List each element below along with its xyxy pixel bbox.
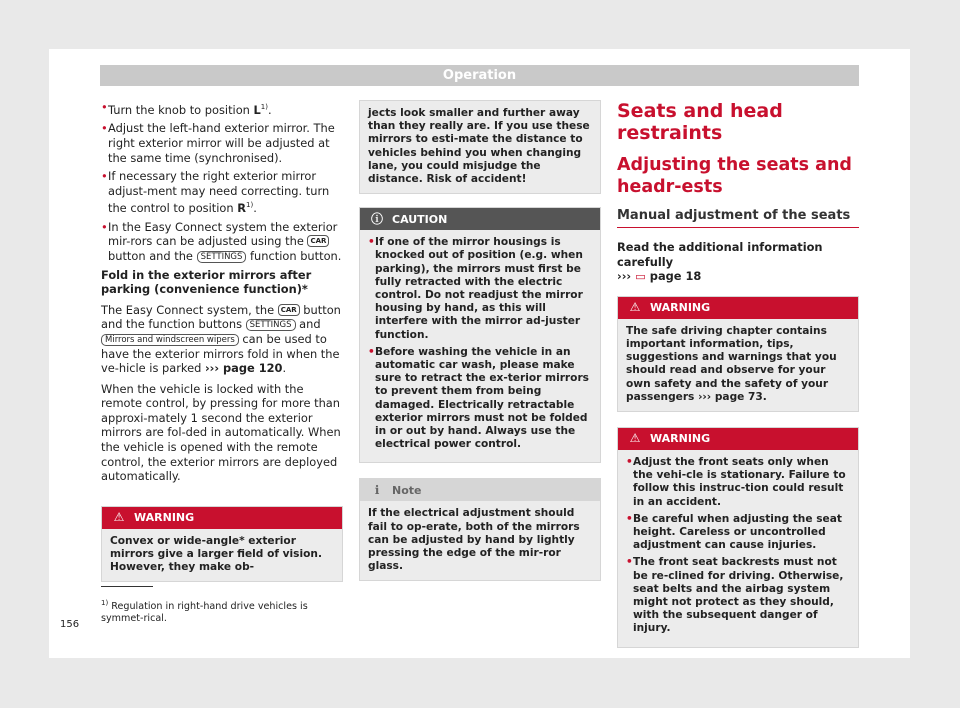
section-header: Operation <box>100 65 859 86</box>
info-icon: ℹ <box>374 482 380 497</box>
caution-circle-icon: ⓘ <box>370 211 383 226</box>
note-text: If the electrical adjustment should fail to op-erate, both of the mirrors can be adjusted by hand by lightly pressing the edge of the mir-ror glass. <box>368 507 580 573</box>
bullet-item: • Be careful when adjusting the seat height. Careless or uncontrolled adjustment can cause injuries. <box>626 512 842 552</box>
bullet-icon: • <box>101 121 108 136</box>
bullet-icon: • <box>368 236 375 249</box>
page-link[interactable]: ››› page 120 <box>204 361 283 376</box>
bullet-icon: • <box>101 100 108 114</box>
bullet-item: • In the Easy Connect system the exterior mir-rors can be adjusted using the CAR button and the SETTINGS function button. <box>101 219 342 263</box>
bullet-item: • If one of the mirror housings is knocked out of position (e.g. when parking), the mirrors must first be fully retracted with the electric control. Do not readjust the mirror housing by hand, as this will interfere with the mirror ad-juster function. <box>368 236 583 341</box>
warning-text: Convex or wide-angle* exterior mirrors give a larger field of vision. However, they make ob- <box>110 534 322 574</box>
warning-text: jects look smaller and further away than they really are. If you use these mirrors to esti-mate the distance to vehicles behind you when changing lane, you could misjudge the distance. Risk of accident! <box>368 107 590 186</box>
footnote-divider <box>101 586 153 587</box>
car-button-icon: CAR <box>278 304 300 316</box>
warning-header: ⚠ WARNING <box>618 297 858 319</box>
book-icon: ▭ <box>635 269 646 284</box>
subheading: Fold in the exterior mirrors after parking (convenience function)* <box>101 267 312 297</box>
warning-box <box>101 506 343 583</box>
read-info: Read the additional information carefully ››› ▭ page 18 <box>617 240 859 284</box>
note-box <box>359 478 601 581</box>
section-title: Adjusting the seats and headr-ests <box>617 155 852 197</box>
caution-header: ⓘ CAUTION <box>360 208 600 230</box>
footnote: $^{1)}$ Regulation in right-hand drive vehicles is symmet-rical. <box>101 599 308 625</box>
warning-triangle-icon: ⚠ <box>629 300 641 315</box>
note-header: ℹ Note <box>360 479 600 501</box>
car-button-icon: CAR <box>307 235 329 247</box>
paragraph: When the vehicle is locked with the remote control, by pressing for more than approxi-mately 1 second the exterior mirrors are fol-ded in automatically. When the vehicle is opened with the remote control, the exterior mirrors are deployed automatically. <box>101 381 341 484</box>
page-number: 156 <box>60 619 80 630</box>
bullet-icon: • <box>626 512 633 525</box>
footnote-ref[interactable]: 1) <box>260 103 268 111</box>
settings-button-label: SETTINGS <box>246 319 296 331</box>
warning-triangle-icon: ⚠ <box>629 431 641 446</box>
warning-header: ⚠ WARNING <box>618 428 858 450</box>
subsection-title: Manual adjustment of the seats <box>617 208 859 228</box>
column-2 <box>359 100 601 581</box>
bullet-icon: • <box>626 556 633 569</box>
bullet-item: • Turn the knob to position $L^{1)}$. <box>101 100 272 117</box>
bullet-item: • Adjust the front seats only when the vehi-cle is stationary. Failure to follow this instruc-tion could result in an accident. <box>626 456 846 508</box>
warning-triangle-icon: ⚠ <box>113 510 125 525</box>
bullet-icon: • <box>101 219 108 234</box>
settings-button-label: SETTINGS <box>197 251 247 263</box>
bullet-item: • Before washing the vehicle in an automatic car wash, please make sure to retract the ex-terior mirrors to prevent them from being damaged. Electrically retractable exterior mirrors must not be folded in or out by hand. Always use the electrical power control. <box>368 345 589 451</box>
caution-box <box>359 207 601 463</box>
warning-box <box>617 427 859 648</box>
paragraph: The Easy Connect system, the CAR button and the function buttons SETTINGS and Mirrors and windscreen wipers can be used to have the exterior mirrors fold in when the ve-hicle is parked ››› page 120. <box>101 302 341 376</box>
bullet-icon: • <box>101 169 108 184</box>
bullet-item: • The front seat backrests must not be re-clined for driving. Otherwise, seat belts and the airbag system might not protect as they should, with the subsequent danger of injury. <box>626 556 844 635</box>
page-link[interactable]: ››› page 73 <box>698 390 763 403</box>
column-3 <box>617 100 859 648</box>
warning-box <box>617 296 859 412</box>
warning-text: The safe driving chapter contains important information, tips, suggestions and warnings that you should read and observe for your own safety and the safety of your passengers ››› page 73. <box>626 324 837 403</box>
bullet-item: • Adjust the left-hand exterior mirror. The right exterior mirror will be adjusted at the same time (synchronised). <box>101 121 335 165</box>
warning-box-continued <box>359 100 601 194</box>
chapter-title: Seats and head restraints <box>617 100 783 144</box>
footnote-ref[interactable]: 1) <box>246 201 254 210</box>
column-1 <box>101 100 343 582</box>
read-info-link[interactable]: ››› ▭ page 18 <box>617 269 702 284</box>
mirrors-button-label: Mirrors and windscreen wipers <box>101 334 239 346</box>
bullet-item: • If necessary the right exterior mirror adjust-ment may need correcting. turn the control to position $R^{1)}$. <box>101 169 330 216</box>
bullet-icon: • <box>626 456 633 468</box>
bullet-icon: • <box>368 345 375 358</box>
warning-header: ⚠ WARNING <box>102 507 342 529</box>
